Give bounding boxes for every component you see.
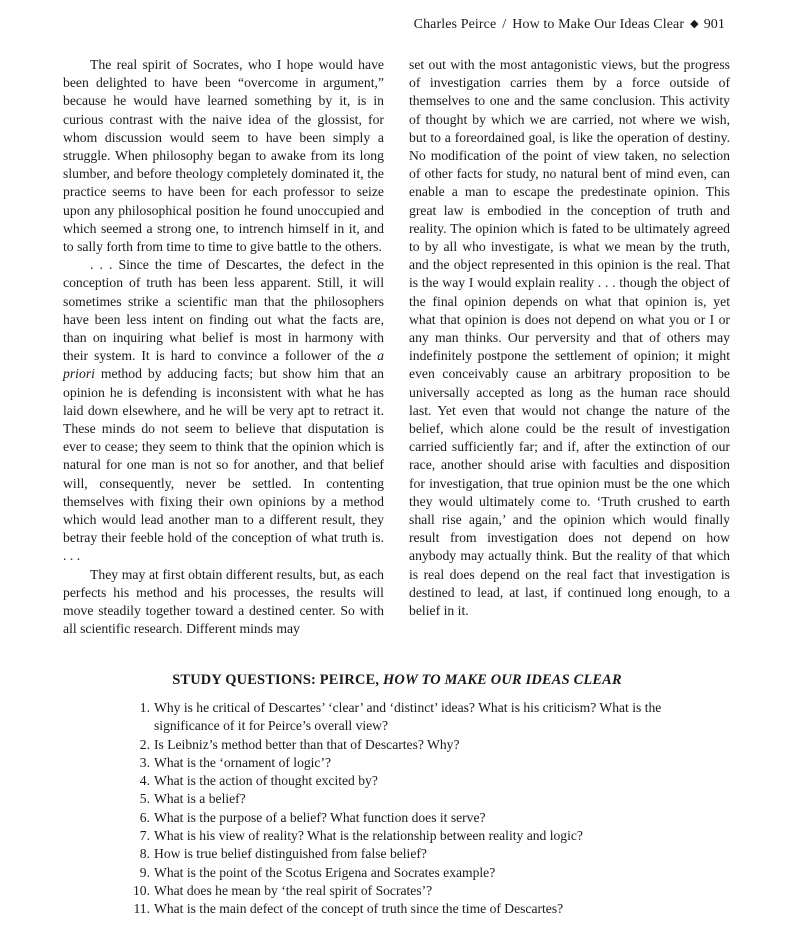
running-head-author: Charles Peirce [413, 17, 497, 32]
question-number: 4. [139, 773, 150, 789]
question-text: Is Leibniz’s method better than that of Descartes? Why? [154, 736, 460, 752]
list-item [130, 864, 675, 882]
question-number: 2. [139, 736, 150, 752]
paragraph [63, 256, 384, 565]
study-questions-heading [0, 672, 794, 689]
italic-term: a priori [63, 348, 384, 382]
list-item [130, 754, 675, 772]
question-number: 5. [139, 791, 150, 807]
question-number: 3. [139, 754, 150, 770]
heading-work-title: HOW TO MAKE OUR IDEAS CLEAR [382, 672, 622, 688]
diamond-icon: ◆ [690, 18, 699, 30]
running-head-title: How to Make Our Ideas Clear [512, 17, 685, 32]
question-text: What is the point of the Scotus Erigena and Socrates example? [154, 864, 496, 880]
paragraph-text: method by adducing facts; but show him that an opinion he is defending is inconsistent with what he has laid down elsewhere, and he will be very apt to retract it. These minds do not seem to believe that disputation is ever to cease; they seem to think that the opinion which is natural for one man is not so for another, and that belief will, consequently, never be settled. In contenting themselves with fixing their own opinions by a method which would lead another man to a different result, they betray their feeble hold of the conception of what truth is. . . . [63, 366, 384, 564]
heading-prefix: STUDY QUESTIONS: PEIRCE, [172, 672, 383, 688]
list-item [130, 699, 675, 736]
list-item [130, 900, 675, 918]
list-item [130, 790, 675, 808]
question-text: What is the purpose of a belief? What function does it serve? [154, 809, 486, 825]
right-column [409, 56, 730, 620]
question-text: What is the ‘ornament of logic’? [154, 754, 332, 770]
question-number: 7. [139, 828, 150, 844]
page-number: 901 [703, 17, 725, 32]
question-text: How is true belief distinguished from false belief? [154, 846, 427, 862]
question-text: What is the main defect of the concept of truth since the time of Descartes? [154, 901, 564, 917]
question-text: What is his view of reality? What is the relationship between reality and logic? [154, 828, 583, 844]
list-item [130, 736, 675, 754]
list-item [130, 772, 675, 790]
list-item [130, 827, 675, 845]
paragraph: They may at first obtain different results, but, as each perfects his method and his processes, the results will move steadily together toward a destined center. So with all scientific research. Different minds may [63, 566, 384, 637]
question-number: 9. [139, 864, 150, 880]
running-head [414, 17, 725, 33]
question-text: What is a belief? [154, 791, 246, 807]
left-column [63, 56, 384, 639]
list-item [130, 809, 675, 827]
question-text: What is the action of thought excited by? [154, 773, 378, 789]
list-item [130, 882, 675, 900]
list-item [130, 845, 675, 863]
paragraph: set out with the most antagonistic views, but the progress of investigation carries them by a force outside of themselves to one and the same conclusion. This activity of thought by which we are carried, not where we wish, but to a foreordained goal, is like the operation of destiny. No modification of the point of view taken, no selection of other facts for study, no natural bent of mind even, can enable a man to escape the predestinate opinion. This great law is embodied in the conception of truth and reality. The opinion which is fated to be ultimately agreed to by all who investigate, is what we mean by the truth, and the object represented in this opinion is the real. That is the way I would explain reality . . . though the object of the final opinion depends on what that opinion is, yet what that opinion is does not depend on what you or I or any man thinks. Our perversity and that of others may indefinitely postpone the settlement of opinion; it might even conceivably cause an arbitrary proposition to be universally accepted as long as the human race should last. Yet even that would not change the nature of the belief, which alone could be the result of investigation carried sufficiently far; and if, after the extinction of our race, another should arise with faculties and disposition for investigation, that true opinion must be the one which they would ultimately come to. ‘Truth crushed to earth shall rise again,’ and the opinion which would finally result from investigation does not depend on how anybody may actually think. But the reality of that which is real does depend on the real fact that investigation is destined to lead, at last, if continued long enough, to a belief in it. [409, 57, 730, 619]
question-text: What does he mean by ‘the real spirit of Socrates’? [154, 882, 433, 898]
paragraph: The real spirit of Socrates, who I hope would have been delighted to have been “overcome in argument,” because he would have learned something by it, is in curious contrast with the naive idea of the glossist, for whom discussion would seem to have been simply a struggle. When philosophy began to awake from its long slumber, and before theology completely dominated it, the practice seems to have been for each professor to seize upon any philosophical position he found unoccupied and which seemed a strong one, to intrench himself in it, and to sally forth from time to time to give battle to the others. [63, 57, 384, 255]
question-text: Why is he critical of Descartes’ ‘clear’ and ‘distinct’ ideas? What is his criticism? What is the significance of it for Peirce’s overall view? [154, 700, 662, 734]
question-number: 11. [133, 901, 150, 917]
question-number: 1. [139, 700, 150, 715]
question-number: 10. [133, 882, 150, 898]
study-questions-list [130, 699, 675, 919]
paragraph-text: . . . Since the time of Descartes, the defect in the conception of truth has been less apparent. Still, it will sometimes strike a scientific man that the philosophers have been less intent on finding out what the facts are, than on inquiring what belief is most in harmony with their system. It is hard to convince a follower of the [63, 257, 384, 364]
question-number: 6. [139, 809, 150, 825]
running-head-separator: / [502, 17, 507, 32]
question-number: 8. [139, 846, 150, 862]
